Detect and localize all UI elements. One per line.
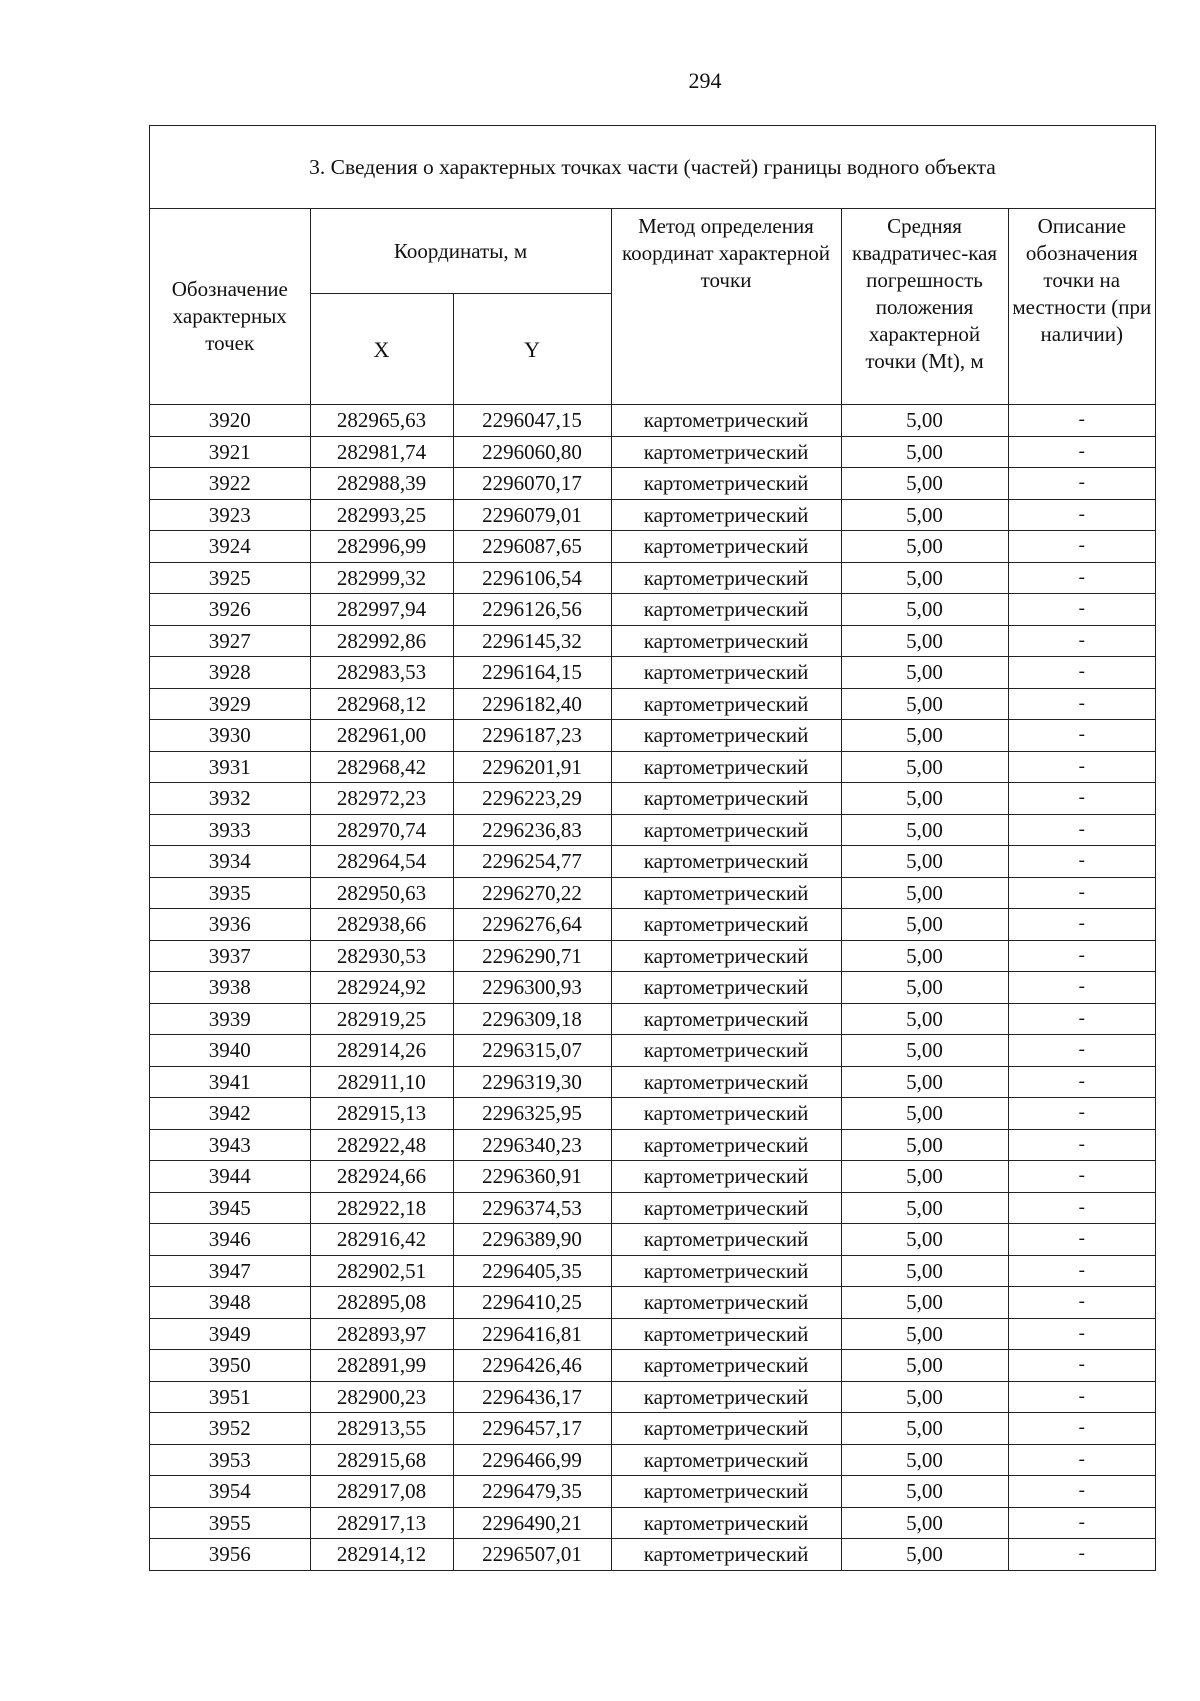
x-cell: 282999,32 [310,562,453,594]
y-cell: 2296079,01 [453,499,611,531]
x-cell: 282964,54 [310,846,453,878]
method-cell: картометрический [611,720,841,752]
table-title: 3. Сведения о характерных точках части (частей) границы водного объекта [150,126,1155,209]
header-designation: Обозначение характерных точек [150,209,310,405]
description-cell: - [1008,1413,1155,1445]
table-row [150,1476,1155,1508]
error-cell: 5,00 [841,688,1008,720]
point-id-cell: 3952 [150,1413,310,1445]
x-cell: 282930,53 [310,940,453,972]
table-row [150,1066,1155,1098]
y-cell: 2296290,71 [453,940,611,972]
x-cell: 282993,25 [310,499,453,531]
x-cell: 282917,08 [310,1476,453,1508]
method-cell: картометрический [611,1035,841,1067]
point-id-cell: 3920 [150,405,310,437]
y-cell: 2296126,56 [453,594,611,626]
x-cell: 282915,13 [310,1098,453,1130]
table-row [150,1381,1155,1413]
method-cell: картометрический [611,877,841,909]
description-cell: - [1008,1381,1155,1413]
method-cell: картометрический [611,1350,841,1382]
x-cell: 282900,23 [310,1381,453,1413]
y-cell: 2296389,90 [453,1224,611,1256]
y-cell: 2296164,15 [453,657,611,689]
description-cell: - [1008,1066,1155,1098]
table-row [150,1035,1155,1067]
error-cell: 5,00 [841,783,1008,815]
error-cell: 5,00 [841,751,1008,783]
method-cell: картометрический [611,625,841,657]
x-cell: 282891,99 [310,1350,453,1382]
table-row [150,1129,1155,1161]
table-row [150,877,1155,909]
error-cell: 5,00 [841,972,1008,1004]
method-cell: картометрический [611,751,841,783]
y-cell: 2296047,15 [453,405,611,437]
method-cell: картометрический [611,1224,841,1256]
point-id-cell: 3938 [150,972,310,1004]
method-cell: картометрический [611,1318,841,1350]
table-row [150,720,1155,752]
point-id-cell: 3948 [150,1287,310,1319]
table-row [150,625,1155,657]
table-row [150,972,1155,1004]
y-cell: 2296270,22 [453,877,611,909]
point-id-cell: 3935 [150,877,310,909]
error-cell: 5,00 [841,468,1008,500]
y-cell: 2296201,91 [453,751,611,783]
y-cell: 2296374,53 [453,1192,611,1224]
description-cell: - [1008,1161,1155,1193]
error-cell: 5,00 [841,1413,1008,1445]
x-cell: 282938,66 [310,909,453,941]
method-cell: картометрический [611,688,841,720]
table-row [150,1098,1155,1130]
point-id-cell: 3926 [150,594,310,626]
x-cell: 282922,48 [310,1129,453,1161]
x-cell: 282911,10 [310,1066,453,1098]
x-cell: 282895,08 [310,1287,453,1319]
header-method: Метод определения координат характерной точки [611,209,841,405]
error-cell: 5,00 [841,1318,1008,1350]
method-cell: картометрический [611,1539,841,1570]
error-cell: 5,00 [841,1476,1008,1508]
x-cell: 282902,51 [310,1255,453,1287]
method-cell: картометрический [611,1476,841,1508]
x-cell: 282988,39 [310,468,453,500]
table-row [150,940,1155,972]
table-row [150,751,1155,783]
point-id-cell: 3943 [150,1129,310,1161]
x-cell: 282914,26 [310,1035,453,1067]
y-cell: 2296087,65 [453,531,611,563]
method-cell: картометрический [611,940,841,972]
x-cell: 282972,23 [310,783,453,815]
y-cell: 2296410,25 [453,1287,611,1319]
error-cell: 5,00 [841,909,1008,941]
point-id-cell: 3956 [150,1539,310,1570]
y-cell: 2296236,83 [453,814,611,846]
table-row [150,909,1155,941]
description-cell: - [1008,720,1155,752]
y-cell: 2296416,81 [453,1318,611,1350]
y-cell: 2296145,32 [453,625,611,657]
point-id-cell: 3953 [150,1444,310,1476]
points-table [150,209,1155,1570]
point-id-cell: 3933 [150,814,310,846]
table-row [150,499,1155,531]
point-id-cell: 3951 [150,1381,310,1413]
error-cell: 5,00 [841,1066,1008,1098]
x-cell: 282996,99 [310,531,453,563]
point-id-cell: 3936 [150,909,310,941]
header-description: Описание обозначения точки на местности (при наличии) [1008,209,1155,405]
description-cell: - [1008,1444,1155,1476]
table-row [150,1161,1155,1193]
point-id-cell: 3940 [150,1035,310,1067]
points-table-frame [149,125,1156,1571]
error-cell: 5,00 [841,1255,1008,1287]
x-cell: 282913,55 [310,1413,453,1445]
description-cell: - [1008,846,1155,878]
x-cell: 282968,12 [310,688,453,720]
y-cell: 2296254,77 [453,846,611,878]
x-cell: 282961,00 [310,720,453,752]
table-row [150,1413,1155,1445]
method-cell: картометрический [611,1413,841,1445]
point-id-cell: 3955 [150,1507,310,1539]
method-cell: картометрический [611,1507,841,1539]
error-cell: 5,00 [841,846,1008,878]
description-cell: - [1008,1476,1155,1508]
table-row [150,783,1155,815]
table-row [150,468,1155,500]
method-cell: картометрический [611,499,841,531]
table-row [150,1255,1155,1287]
description-cell: - [1008,783,1155,815]
error-cell: 5,00 [841,940,1008,972]
point-id-cell: 3944 [150,1161,310,1193]
point-id-cell: 3932 [150,783,310,815]
x-cell: 282950,63 [310,877,453,909]
method-cell: картометрический [611,1287,841,1319]
x-cell: 282981,74 [310,436,453,468]
point-id-cell: 3937 [150,940,310,972]
description-cell: - [1008,436,1155,468]
method-cell: картометрический [611,1161,841,1193]
error-cell: 5,00 [841,1381,1008,1413]
y-cell: 2296309,18 [453,1003,611,1035]
y-cell: 2296276,64 [453,909,611,941]
x-cell: 282997,94 [310,594,453,626]
point-id-cell: 3922 [150,468,310,500]
x-cell: 282924,66 [310,1161,453,1193]
point-id-cell: 3947 [150,1255,310,1287]
x-cell: 282916,42 [310,1224,453,1256]
table-row [150,405,1155,437]
description-cell: - [1008,1035,1155,1067]
y-cell: 2296436,17 [453,1381,611,1413]
error-cell: 5,00 [841,1444,1008,1476]
point-id-cell: 3949 [150,1318,310,1350]
method-cell: картометрический [611,1003,841,1035]
description-cell: - [1008,625,1155,657]
x-cell: 282924,92 [310,972,453,1004]
x-cell: 282970,74 [310,814,453,846]
y-cell: 2296070,17 [453,468,611,500]
description-cell: - [1008,877,1155,909]
description-cell: - [1008,499,1155,531]
x-cell: 282914,12 [310,1539,453,1570]
y-cell: 2296360,91 [453,1161,611,1193]
point-id-cell: 3930 [150,720,310,752]
y-cell: 2296466,99 [453,1444,611,1476]
table-row [150,1224,1155,1256]
point-id-cell: 3954 [150,1476,310,1508]
error-cell: 5,00 [841,625,1008,657]
error-cell: 5,00 [841,877,1008,909]
description-cell: - [1008,1539,1155,1570]
error-cell: 5,00 [841,531,1008,563]
table-row [150,594,1155,626]
point-id-cell: 3924 [150,531,310,563]
point-id-cell: 3923 [150,499,310,531]
point-id-cell: 3950 [150,1350,310,1382]
description-cell: - [1008,751,1155,783]
description-cell: - [1008,909,1155,941]
error-cell: 5,00 [841,1287,1008,1319]
method-cell: картометрический [611,436,841,468]
error-cell: 5,00 [841,1224,1008,1256]
method-cell: картометрический [611,531,841,563]
description-cell: - [1008,972,1155,1004]
description-cell: - [1008,468,1155,500]
header-error: Средняя квадратичес-кая погрешность положения характерной точки (Mt), м [841,209,1008,405]
description-cell: - [1008,1224,1155,1256]
method-cell: картометрический [611,1255,841,1287]
y-cell: 2296340,23 [453,1129,611,1161]
description-cell: - [1008,940,1155,972]
description-cell: - [1008,1350,1155,1382]
description-cell: - [1008,814,1155,846]
method-cell: картометрический [611,1444,841,1476]
error-cell: 5,00 [841,499,1008,531]
table-row [150,1444,1155,1476]
error-cell: 5,00 [841,594,1008,626]
y-cell: 2296426,46 [453,1350,611,1382]
description-cell: - [1008,1255,1155,1287]
error-cell: 5,00 [841,1507,1008,1539]
table-row [150,688,1155,720]
error-cell: 5,00 [841,1539,1008,1570]
method-cell: картометрический [611,657,841,689]
y-cell: 2296479,35 [453,1476,611,1508]
error-cell: 5,00 [841,1098,1008,1130]
table-row [150,657,1155,689]
method-cell: картометрический [611,1381,841,1413]
point-id-cell: 3946 [150,1224,310,1256]
error-cell: 5,00 [841,720,1008,752]
x-cell: 282983,53 [310,657,453,689]
method-cell: картометрический [611,468,841,500]
point-id-cell: 3939 [150,1003,310,1035]
x-cell: 282915,68 [310,1444,453,1476]
header-x: X [310,294,453,405]
y-cell: 2296315,07 [453,1035,611,1067]
table-row [150,1350,1155,1382]
x-cell: 282922,18 [310,1192,453,1224]
method-cell: картометрический [611,1066,841,1098]
description-cell: - [1008,1003,1155,1035]
y-cell: 2296405,35 [453,1255,611,1287]
error-cell: 5,00 [841,1003,1008,1035]
table-row [150,1507,1155,1539]
table-row [150,436,1155,468]
description-cell: - [1008,562,1155,594]
description-cell: - [1008,531,1155,563]
error-cell: 5,00 [841,1129,1008,1161]
x-cell: 282968,42 [310,751,453,783]
point-id-cell: 3941 [150,1066,310,1098]
error-cell: 5,00 [841,814,1008,846]
y-cell: 2296319,30 [453,1066,611,1098]
table-row [150,1539,1155,1570]
y-cell: 2296187,23 [453,720,611,752]
method-cell: картометрический [611,814,841,846]
y-cell: 2296223,29 [453,783,611,815]
table-row [150,846,1155,878]
method-cell: картометрический [611,1129,841,1161]
y-cell: 2296182,40 [453,688,611,720]
y-cell: 2296300,93 [453,972,611,1004]
description-cell: - [1008,405,1155,437]
method-cell: картометрический [611,909,841,941]
description-cell: - [1008,688,1155,720]
error-cell: 5,00 [841,1350,1008,1382]
table-row [150,1003,1155,1035]
x-cell: 282992,86 [310,625,453,657]
y-cell: 2296490,21 [453,1507,611,1539]
error-cell: 5,00 [841,1192,1008,1224]
point-id-cell: 3934 [150,846,310,878]
error-cell: 5,00 [841,1035,1008,1067]
x-cell: 282917,13 [310,1507,453,1539]
point-id-cell: 3929 [150,688,310,720]
table-row [150,531,1155,563]
method-cell: картометрический [611,1192,841,1224]
method-cell: картометрический [611,562,841,594]
point-id-cell: 3931 [150,751,310,783]
description-cell: - [1008,1318,1155,1350]
y-cell: 2296507,01 [453,1539,611,1570]
table-body [150,405,1155,1570]
description-cell: - [1008,594,1155,626]
error-cell: 5,00 [841,562,1008,594]
description-cell: - [1008,1129,1155,1161]
y-cell: 2296060,80 [453,436,611,468]
error-cell: 5,00 [841,1161,1008,1193]
description-cell: - [1008,1507,1155,1539]
method-cell: картометрический [611,846,841,878]
point-id-cell: 3921 [150,436,310,468]
table-row [150,1318,1155,1350]
error-cell: 5,00 [841,436,1008,468]
description-cell: - [1008,1287,1155,1319]
table-row [150,562,1155,594]
method-cell: картометрический [611,783,841,815]
description-cell: - [1008,1192,1155,1224]
table-row [150,1287,1155,1319]
header-y: Y [453,294,611,405]
description-cell: - [1008,1098,1155,1130]
method-cell: картометрический [611,972,841,1004]
point-id-cell: 3925 [150,562,310,594]
method-cell: картометрический [611,594,841,626]
method-cell: картометрический [611,405,841,437]
page-number: 294 [688,68,722,93]
description-cell: - [1008,657,1155,689]
method-cell: картометрический [611,1098,841,1130]
error-cell: 5,00 [841,405,1008,437]
y-cell: 2296325,95 [453,1098,611,1130]
table-row [150,814,1155,846]
x-cell: 282893,97 [310,1318,453,1350]
header-coordinates: Координаты, м [310,209,611,294]
x-cell: 282919,25 [310,1003,453,1035]
point-id-cell: 3942 [150,1098,310,1130]
x-cell: 282965,63 [310,405,453,437]
error-cell: 5,00 [841,657,1008,689]
point-id-cell: 3927 [150,625,310,657]
point-id-cell: 3928 [150,657,310,689]
point-id-cell: 3945 [150,1192,310,1224]
y-cell: 2296106,54 [453,562,611,594]
table-row [150,1192,1155,1224]
y-cell: 2296457,17 [453,1413,611,1445]
